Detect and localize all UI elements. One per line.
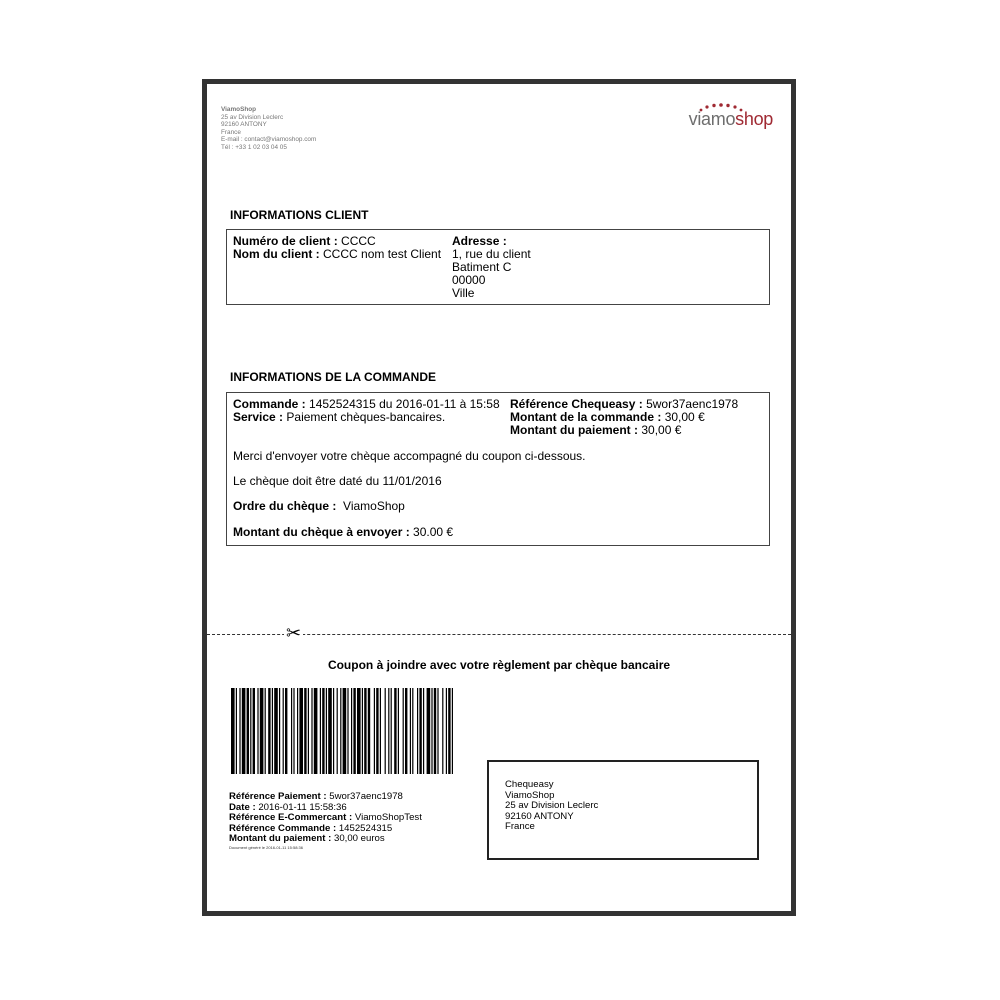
order-montant-cheque bbox=[233, 526, 453, 539]
barcode-bar bbox=[279, 688, 280, 774]
recipient-address-box bbox=[487, 760, 759, 860]
order-montant-paiement-value: 30,00 € bbox=[641, 423, 682, 437]
barcode-bar bbox=[423, 688, 424, 774]
barcode-bar bbox=[285, 688, 287, 774]
sender-city: 92160 ANTONY bbox=[221, 121, 267, 129]
payment-merchant-ref-value: ViamoShopTest bbox=[354, 812, 422, 823]
client-name bbox=[233, 248, 441, 261]
order-service-label: Service : bbox=[233, 410, 284, 424]
payment-amount bbox=[229, 834, 422, 845]
barcode-bar bbox=[343, 688, 347, 774]
client-address bbox=[452, 235, 531, 300]
order-service-value: Paiement chèques-bancaires. bbox=[286, 410, 446, 424]
order-reference-label: Référence Chequeasy : bbox=[510, 397, 643, 411]
barcode-bar bbox=[403, 688, 404, 774]
barcode-bar bbox=[431, 688, 432, 774]
barcode-bar bbox=[257, 688, 258, 774]
client-number-value: CCCC bbox=[341, 234, 376, 248]
order-info-box bbox=[226, 392, 770, 546]
client-info-box bbox=[226, 229, 770, 305]
barcode-bar bbox=[419, 688, 421, 774]
barcode-bar bbox=[291, 688, 292, 774]
recipient-line: Chequeasy bbox=[505, 779, 554, 790]
recipient-line: France bbox=[505, 821, 535, 832]
barcode-bar bbox=[242, 688, 246, 774]
payment-order-ref-label: Référence Commande : bbox=[229, 822, 337, 834]
barcode-bar bbox=[394, 688, 396, 774]
order-montant-paiement-label: Montant du paiement : bbox=[510, 423, 638, 437]
barcode-bar bbox=[374, 688, 375, 774]
barcode-bar bbox=[320, 688, 321, 774]
order-reference-value: 5wor37aenc1978 bbox=[646, 397, 739, 411]
client-address-line: Batiment C bbox=[452, 260, 512, 274]
barcode-bar bbox=[297, 688, 298, 774]
coupon-title: Coupon à joindre avec votre règlement par chèque bancaire bbox=[327, 658, 671, 672]
barcode-bar bbox=[340, 688, 341, 774]
generated-note: Document généré le 2016-01-11 15:58:36 bbox=[229, 844, 303, 850]
barcode-bar bbox=[410, 688, 411, 774]
recipient-line: ViamoShop bbox=[505, 789, 555, 801]
barcode-bar bbox=[442, 688, 443, 774]
order-commande-label: Commande : bbox=[233, 397, 306, 411]
sender-address bbox=[221, 106, 316, 152]
barcode-bar bbox=[260, 688, 264, 774]
barcode-bar bbox=[299, 688, 303, 774]
client-name-value: CCCC nom test Client bbox=[323, 247, 442, 261]
order-montant-commande-label: Montant de la commande : bbox=[510, 410, 662, 424]
barcode-bar bbox=[347, 688, 348, 774]
barcode-bar bbox=[239, 688, 240, 774]
payment-amount-value: 30,00 euros bbox=[334, 833, 385, 844]
barcode-bar bbox=[322, 688, 324, 774]
barcode-bar bbox=[380, 688, 381, 774]
barcode-bar bbox=[364, 688, 366, 774]
barcode-bar bbox=[337, 688, 338, 774]
barcode-bar bbox=[247, 688, 249, 774]
order-montant-cheque-value: 30.00 € bbox=[413, 525, 454, 539]
barcode-bar bbox=[357, 688, 361, 774]
logo-text-part1: viamo bbox=[688, 109, 736, 129]
barcode-bar bbox=[351, 688, 352, 774]
barcode-bar bbox=[314, 688, 318, 774]
barcode-bar bbox=[412, 688, 413, 774]
payment-order-ref-value: 1452524315 bbox=[338, 822, 393, 834]
logo-text bbox=[689, 109, 773, 130]
barcode-bar bbox=[376, 688, 378, 774]
order-montant-commande-value: 30,00 € bbox=[664, 410, 705, 424]
barcode-bar bbox=[405, 688, 407, 774]
barcode-bar bbox=[446, 688, 447, 774]
barcode-bar bbox=[448, 688, 450, 774]
barcode-bar bbox=[333, 688, 334, 774]
order-service bbox=[233, 411, 445, 424]
payment-date-label: Date : bbox=[229, 801, 256, 813]
order-ordre-value: ViamoShop bbox=[343, 499, 405, 513]
barcode-bar bbox=[368, 688, 370, 774]
barcode-bar bbox=[283, 688, 284, 774]
order-message: Merci d'envoyer votre chèque accompagné du coupon ci-dessous. bbox=[233, 449, 586, 463]
barcode-bar bbox=[434, 688, 436, 774]
client-number-label: Numéro de client : bbox=[233, 234, 338, 248]
barcode-bar bbox=[231, 688, 235, 774]
scissors-icon: ✂ bbox=[286, 623, 302, 643]
recipient-line: 25 av Division Leclerc bbox=[505, 800, 599, 811]
document-page bbox=[202, 79, 796, 916]
barcode-bar bbox=[328, 688, 332, 774]
barcode-bar bbox=[250, 688, 251, 774]
barcode-bar bbox=[253, 688, 255, 774]
barcode-image bbox=[231, 688, 455, 774]
client-address-label: Adresse : bbox=[452, 234, 507, 248]
barcode-bar bbox=[437, 688, 438, 774]
barcode-bar bbox=[427, 688, 431, 774]
client-name-label: Nom du client : bbox=[233, 247, 320, 261]
sender-email: E-mail : contact@viamoshop.com bbox=[221, 136, 317, 144]
order-date-note: Le chèque doit être daté du 11/01/2016 bbox=[233, 474, 442, 488]
barcode-bar bbox=[293, 688, 294, 774]
logo-text-part2: shop bbox=[735, 109, 773, 129]
barcode-bar bbox=[398, 688, 399, 774]
barcode-bar bbox=[272, 688, 273, 774]
barcode-bar bbox=[304, 688, 306, 774]
payment-ref-label: Référence Paiement : bbox=[229, 791, 327, 802]
sender-name: ViamoShop bbox=[221, 106, 257, 113]
barcode-bar bbox=[362, 688, 363, 774]
sender-street: 25 av Division Leclerc bbox=[221, 113, 284, 121]
barcode-bar bbox=[274, 688, 278, 774]
client-address-line: Ville bbox=[452, 286, 475, 300]
barcode-bar bbox=[417, 688, 418, 774]
order-montant-paiement bbox=[510, 424, 681, 437]
barcode-bar bbox=[452, 688, 453, 774]
barcode-bar bbox=[308, 688, 309, 774]
barcode-bar bbox=[236, 688, 237, 774]
recipient-line: 92160 ANTONY bbox=[505, 810, 574, 822]
barcode-bar bbox=[268, 688, 270, 774]
barcode-bar bbox=[265, 688, 266, 774]
barcode-bar bbox=[353, 688, 355, 774]
payment-ref-value: 5wor37aenc1978 bbox=[329, 791, 403, 802]
barcode-bar bbox=[388, 688, 389, 774]
order-section-title: INFORMATIONS DE LA COMMANDE bbox=[230, 370, 436, 384]
order-ordre-label: Ordre du chèque : bbox=[233, 499, 337, 513]
payment-amount-label: Montant du paiement : bbox=[229, 833, 332, 844]
payment-date-value: 2016-01-11 15:58:36 bbox=[258, 801, 347, 813]
client-address-line: 00000 bbox=[452, 273, 486, 287]
order-montant-cheque-label: Montant du chèque à envoyer : bbox=[233, 525, 410, 539]
sender-country: France bbox=[221, 128, 241, 136]
order-ordre bbox=[233, 500, 405, 513]
payment-info bbox=[229, 792, 422, 851]
client-address-line: 1, rue du client bbox=[452, 247, 531, 261]
barcode-bar bbox=[326, 688, 327, 774]
order-commande-value: 1452524315 du 2016-01-11 à 15:58 bbox=[309, 397, 500, 411]
viamoshop-logo bbox=[663, 98, 773, 134]
client-section-title: INFORMATIONS CLIENT bbox=[230, 208, 369, 222]
barcode-bar bbox=[391, 688, 392, 774]
barcode-bar bbox=[311, 688, 312, 774]
sender-phone: Tél : +33 1 02 03 04 05 bbox=[221, 143, 287, 151]
barcode-bar bbox=[385, 688, 386, 774]
payment-merchant-ref-label: Référence E-Commercant : bbox=[229, 812, 353, 823]
